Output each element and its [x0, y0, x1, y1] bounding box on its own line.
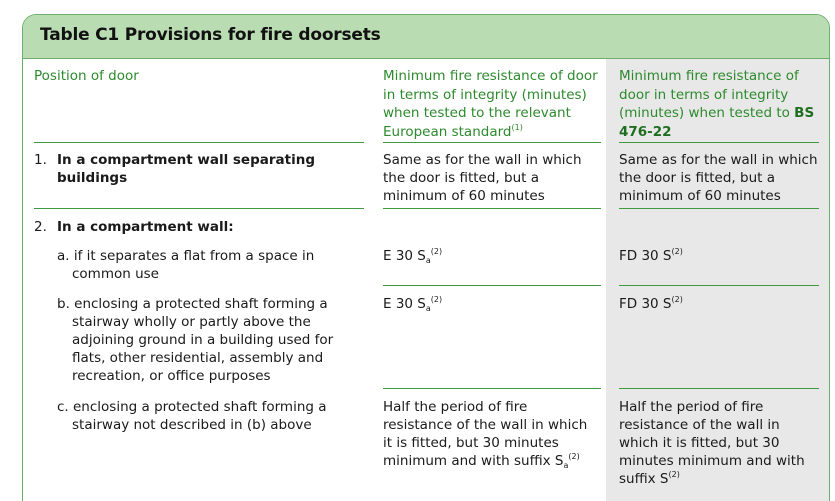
- row2a-bs-text: FD 30 S: [619, 248, 672, 264]
- row2b-bs-footnote: (2): [671, 295, 683, 304]
- row2a-rule-european: [383, 285, 601, 286]
- row2c-european-subscript: a: [563, 461, 569, 470]
- row2b-european-text: E 30 S: [383, 296, 426, 312]
- row2b-position: b. enclosing a protected shaft forming a stairway wholly or partly above the adjoining ground in a building used for flats, other residential, assembly and recreation, or office purposes: [57, 296, 334, 384]
- table-title-bar: [23, 15, 829, 59]
- row2a-bs: [619, 247, 825, 265]
- table-frame: [22, 14, 830, 501]
- header-bs-text: Minimum fire resistance of door in terms of integrity (minutes) when tested to: [619, 68, 799, 121]
- row2b-european: [383, 295, 601, 313]
- row2a-european-text: E 30 S: [383, 248, 426, 264]
- row2c-bs-text: Half the period of fire resistance of the wall in which it is fitted, but 30 minutes minimum and with suffix S: [619, 399, 805, 487]
- row2b-european-subscript: a: [425, 304, 431, 313]
- row2b-bs-text: FD 30 S: [619, 296, 672, 312]
- row2c-european-text: Half the period of fire resistance of the wall in which it is fitted, but 30 minutes minimum and with suffix S: [383, 399, 588, 469]
- row1-position: In a compartment wall separating buildings: [57, 152, 315, 186]
- table-title: Table C1 Provisions for fire doorsets: [40, 25, 381, 45]
- row2b-rule-european: [383, 388, 601, 389]
- row2a-european-footnote: (2): [430, 247, 443, 256]
- row2c-european: [383, 398, 593, 470]
- header-european-standard: [383, 67, 605, 141]
- row2b-bs: [619, 295, 825, 313]
- row2a-european: [383, 247, 601, 265]
- row1-european: Same as for the wall in which the door is fitted, but a minimum of 60 minutes: [383, 152, 582, 204]
- row2c-bs: [619, 398, 819, 488]
- header-rule-european: [383, 142, 601, 143]
- row2-heading: In a compartment wall:: [57, 219, 234, 235]
- row2-number: 2.: [34, 219, 47, 235]
- row2c-european-footnote: (2): [568, 452, 580, 461]
- row1-number: 1.: [34, 152, 47, 168]
- header-bs-standard: [619, 67, 825, 141]
- row2a-european-subscript: a: [425, 256, 431, 265]
- row2c-bs-footnote: (2): [668, 470, 680, 479]
- header-european-footnote: (1): [511, 122, 523, 132]
- header-rule-bs: [619, 142, 819, 143]
- row2a-bs-footnote: (2): [671, 247, 683, 256]
- header-european-text: Minimum fire resistance of door in terms of integrity (minutes) when tested to the relevant European standard: [383, 68, 598, 140]
- row2c-position: c. enclosing a protected shaft forming a stairway not described in (b) above: [57, 399, 327, 433]
- row2b-rule-bs: [619, 388, 819, 389]
- row1-rule-european: [383, 208, 601, 209]
- header-bs-standard-name: BS 476-22: [619, 105, 815, 140]
- row2a-position: a. if it separates a flat from a space in common use: [57, 248, 315, 282]
- header-position-of-door: Position of door: [34, 68, 139, 84]
- row1-rule-position: [34, 208, 364, 209]
- row1-bs: Same as for the wall in which the door is fitted, but a minimum of 60 minutes: [619, 152, 818, 204]
- row1-rule-bs: [619, 208, 819, 209]
- row2b-european-footnote: (2): [430, 295, 443, 304]
- header-rule-position: [34, 142, 364, 143]
- row2a-rule-bs: [619, 285, 819, 286]
